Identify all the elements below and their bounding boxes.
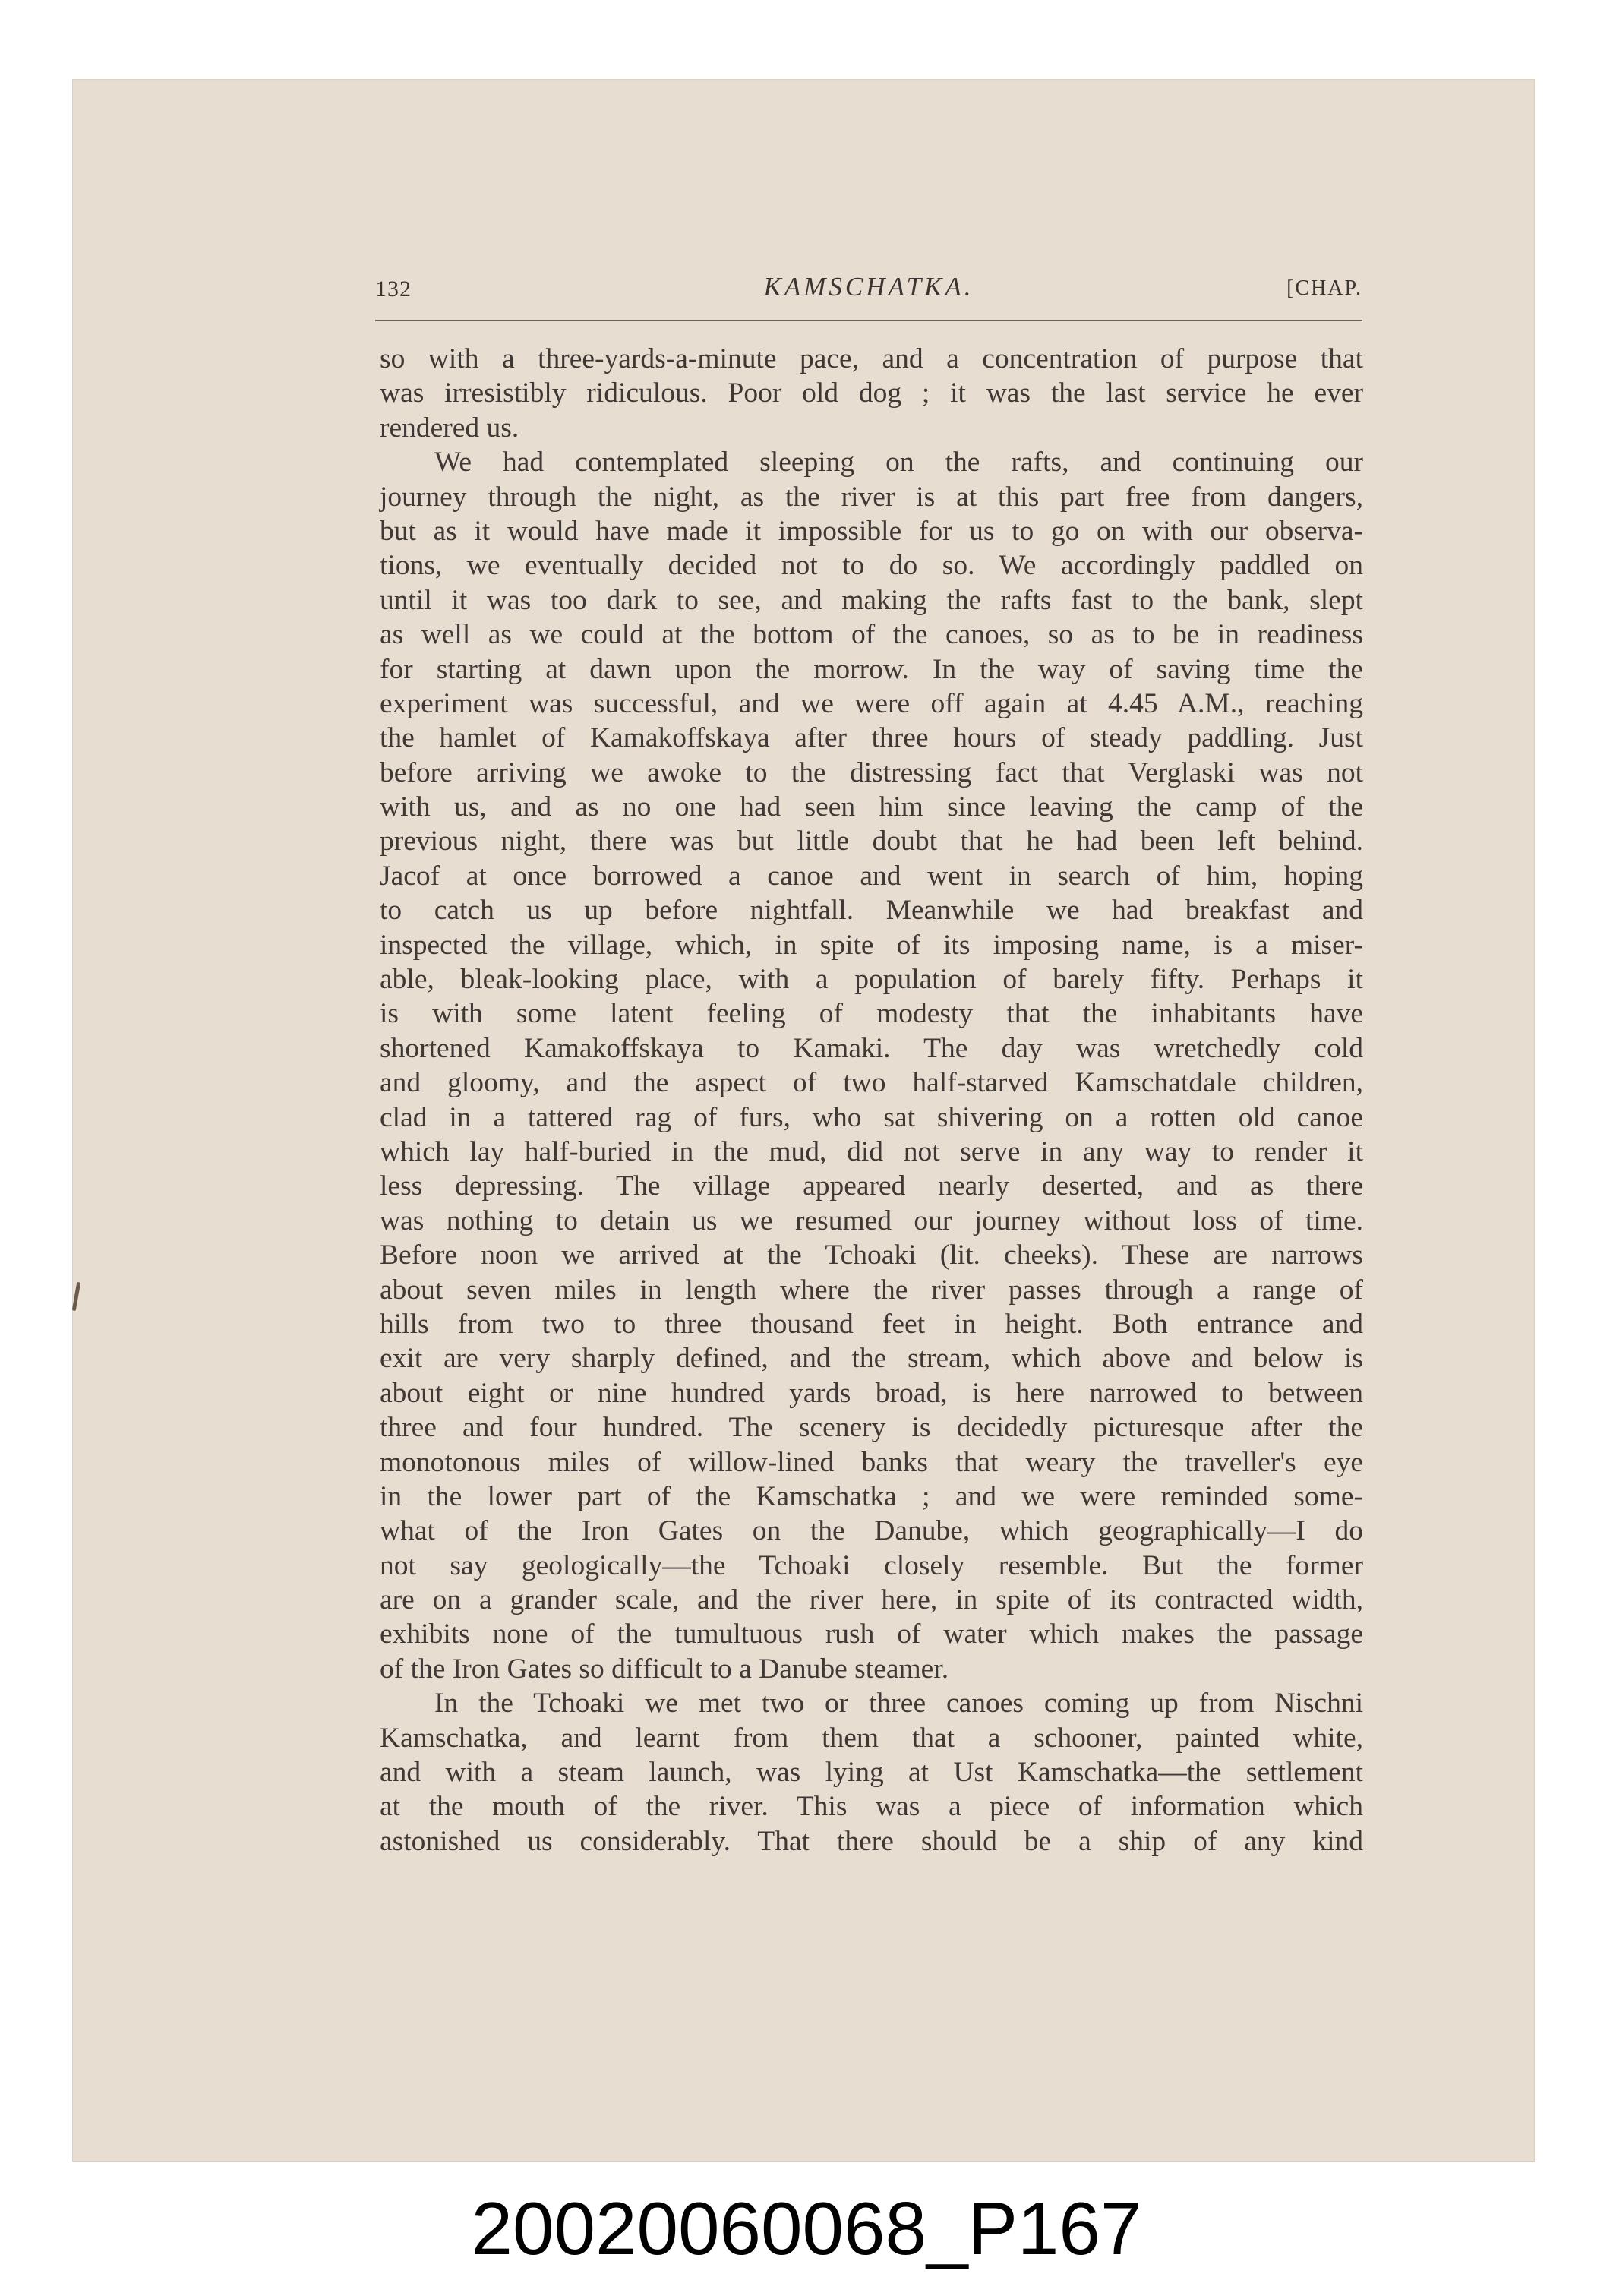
text-line: about seven miles in length where the river passes through a range of (380, 1274, 1363, 1306)
text-line: before arriving we awoke to the distressing fact that Verglaski was not (380, 756, 1363, 788)
body-text (380, 342, 1363, 1859)
text-line: rendered us. (380, 412, 519, 444)
text-line: was nothing to detain us we resumed our journey without loss of time. (380, 1205, 1363, 1236)
text-line: Before noon we arrived at the Tchoaki (lit. cheeks). These are narrows (380, 1240, 1363, 1271)
text-line: experiment was successful, and we were off again at 4.45 A.M., reaching (380, 687, 1363, 719)
text-line: but as it would have made it impossible for us to go on with our observa- (380, 515, 1363, 547)
text-line: the hamlet of Kamakoffskaya after three hours of steady paddling. Just (380, 722, 1363, 754)
text-line: Kamschatka, and learnt from them that a schooner, painted white, (380, 1722, 1363, 1754)
text-line: inspected the village, which, in spite of its imposing name, is a miser- (380, 929, 1363, 961)
text-line: exhibits none of the tumultuous rush of water which makes the passage (380, 1619, 1363, 1650)
text-line: about eight or nine hundred yards broad, is here narrowed to between (380, 1377, 1363, 1409)
page-header (375, 272, 1362, 317)
text-line: at the mouth of the river. This was a piece of information which (380, 1791, 1363, 1823)
text-line: of the Iron Gates so difficult to a Danube steamer. (380, 1653, 949, 1685)
text-line: monotonous miles of willow-lined banks that weary the traveller's eye (380, 1446, 1363, 1478)
text-line: Jacof at once borrowed a canoe and went in search of him, hoping (380, 860, 1363, 892)
text-line: until it was too dark to see, and making the rafts fast to the bank, slept (380, 584, 1363, 616)
page-number: 132 (375, 276, 412, 302)
running-title: KAMSCHATKA. (763, 272, 974, 302)
text-line: In the Tchoaki we met two or three canoes coming up from Nischni (434, 1688, 1363, 1720)
header-rule (375, 320, 1362, 321)
text-line: what of the Iron Gates on the Danube, which geographically—I do (380, 1515, 1363, 1547)
text-line: less depressing. The village appeared nearly deserted, and as there (380, 1170, 1363, 1202)
text-line: are on a grander scale, and the river here, in spite of its contracted width, (380, 1584, 1363, 1616)
text-line: not say geologically—the Tchoaki closely resemble. But the former (380, 1549, 1363, 1581)
text-line: so with a three-yards-a-minute pace, and a concentration of purpose that (380, 343, 1363, 374)
text-line: shortened Kamakoffskaya to Kamaki. The day was wretchedly cold (380, 1032, 1363, 1064)
text-line: tions, we eventually decided not to do so. We accordingly paddled on (380, 550, 1363, 582)
text-line: hills from two to three thousand feet in height. Both entrance and (380, 1308, 1363, 1340)
text-line: journey through the night, as the river is at this part free from dangers, (380, 481, 1363, 513)
text-line: as well as we could at the bottom of the canoes, so as to be in readiness (380, 619, 1363, 651)
text-line: and gloomy, and the aspect of two half-starved Kamschatdale children, (380, 1067, 1363, 1099)
text-line: able, bleak-looking place, with a population of barely fifty. Perhaps it (380, 964, 1363, 996)
text-line: astonished us considerably. That there should be a ship of any kind (380, 1825, 1363, 1857)
text-line: previous night, there was but little doubt that he had been left behind. (380, 826, 1363, 857)
text-line: three and four hundred. The scenery is decidedly picturesque after the (380, 1412, 1363, 1444)
catalog-id-label: 20020060068_P167 (471, 2187, 1142, 2270)
text-line: exit are very sharply defined, and the stream, which above and below is (380, 1343, 1363, 1375)
chapter-mark: [CHAP. (1286, 276, 1362, 300)
text-line: and with a steam launch, was lying at Ust Kamschatka—the settlement (380, 1757, 1363, 1789)
text-line: which lay half-buried in the mud, did not serve in any way to render it (380, 1135, 1363, 1167)
text-line: for starting at dawn upon the morrow. In the way of saving time the (380, 653, 1363, 685)
text-line: is with some latent feeling of modesty that the inhabitants have (380, 998, 1363, 1030)
text-line: was irresistibly ridiculous. Poor old dog ; it was the last service he ever (380, 377, 1363, 409)
text-line: clad in a tattered rag of furs, who sat shivering on a rotten old canoe (380, 1101, 1363, 1133)
text-line: to catch us up before nightfall. Meanwhile we had breakfast and (380, 895, 1363, 927)
text-line: We had contemplated sleeping on the rafts, and continuing our (434, 447, 1363, 478)
text-line: with us, and as no one had seen him since leaving the camp of the (380, 791, 1363, 823)
text-line: in the lower part of the Kamschatka ; and we were reminded some- (380, 1480, 1363, 1512)
